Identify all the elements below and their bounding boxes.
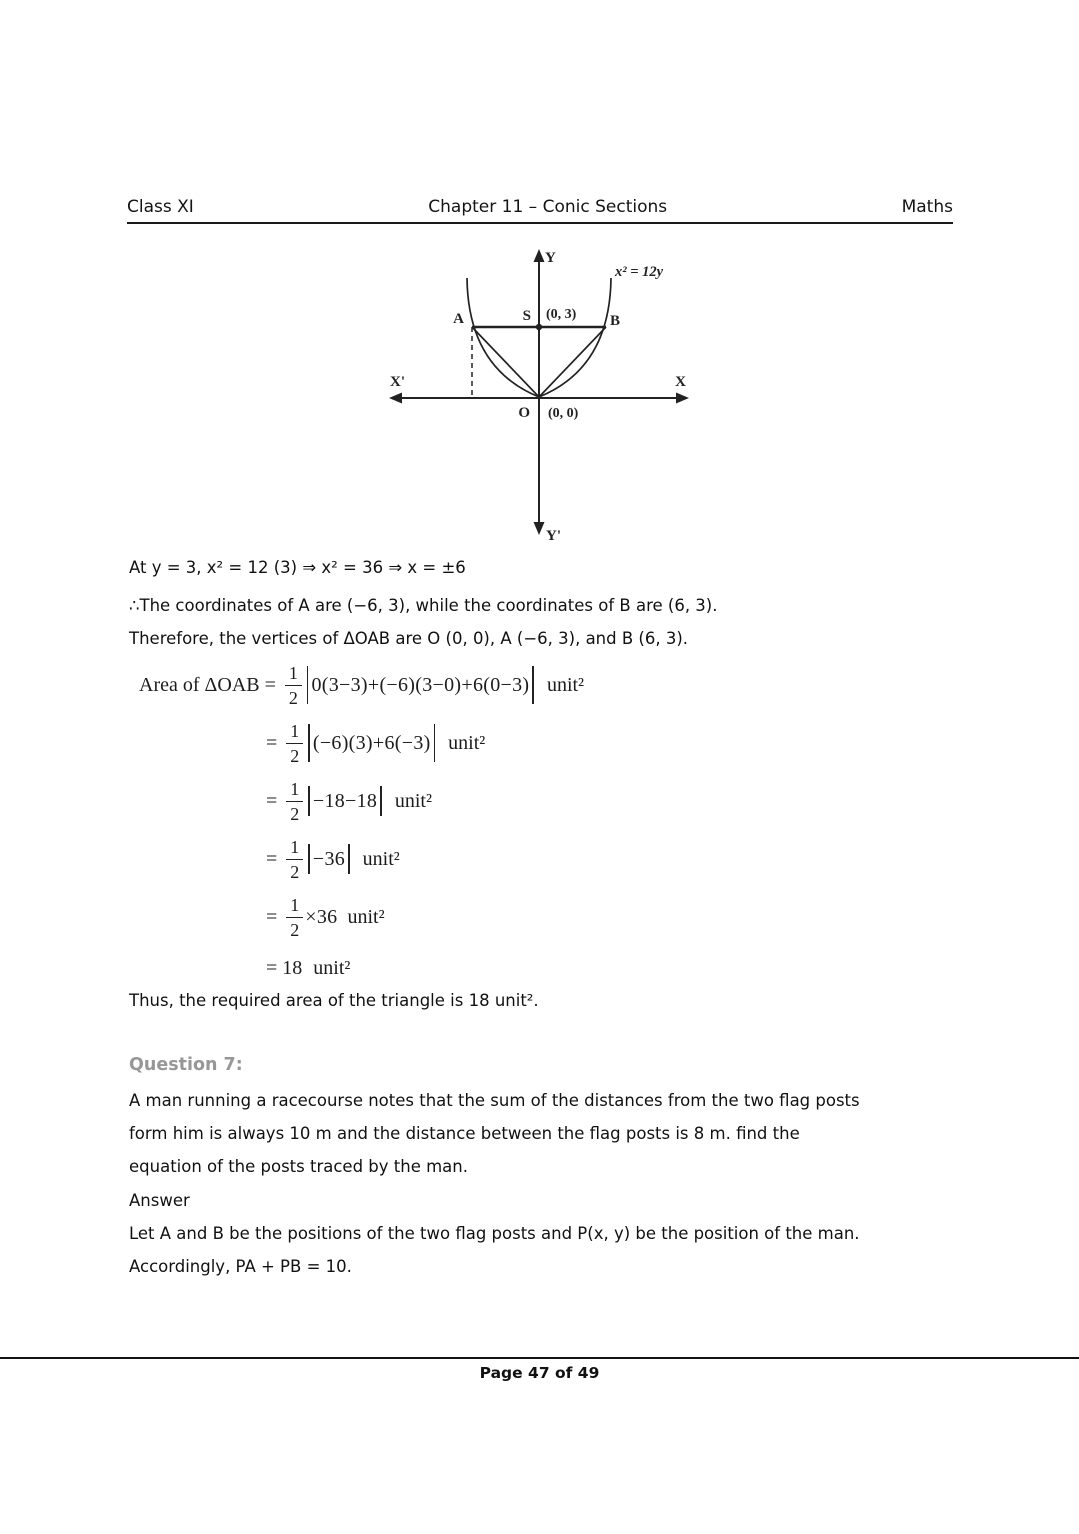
y-axis-arrow-up-icon (534, 249, 545, 262)
label-parabola-equation: x² = 12y (615, 264, 664, 280)
eq3-equals: = (266, 789, 278, 812)
eq4-numerator: 1 (286, 838, 303, 860)
answer-text-line: Let A and B be the positions of the two flag posts and P(x, y) be the position of the man. (129, 1224, 860, 1243)
eq1-fraction (285, 664, 302, 707)
eq2-unit: unit² (448, 731, 486, 754)
eq4-fraction (286, 838, 303, 881)
eq1-denominator: 2 (288, 687, 298, 708)
label-o-coordinates: (0, 0) (548, 406, 579, 421)
abs-bar-icon (308, 786, 310, 816)
page-number: Page 47 of 49 (479, 1364, 600, 1382)
eq1-lhs: Area of ΔOAB = (139, 673, 276, 696)
header-subject-label: Maths (901, 197, 953, 217)
abs-bar-icon (307, 666, 309, 704)
eq2-equals: = (266, 731, 278, 754)
label-y-axis: Y (545, 250, 556, 266)
abs-bar-icon (380, 786, 382, 816)
label-x-axis: X (675, 374, 686, 390)
label-s-coordinates: (0, 3) (546, 307, 577, 322)
equation-step-6 (139, 946, 839, 990)
focus-point-dot (536, 324, 542, 330)
abs-bar-icon (532, 666, 534, 704)
eq5-fraction (286, 896, 303, 939)
x-axis-arrow-right-icon (676, 393, 689, 404)
eq2-fraction (286, 722, 303, 765)
abs-bar-icon (434, 724, 436, 762)
question-heading: Question 7: (129, 1055, 243, 1075)
equation-step-4 (139, 830, 839, 888)
label-point-o: O (518, 405, 530, 421)
eq4-unit: unit² (362, 847, 400, 870)
y-axis-arrow-down-icon (534, 522, 545, 535)
parabola-figure (378, 240, 700, 548)
eq3-expression: −18−18 (312, 789, 378, 812)
label-y-prime-axis: Y' (546, 528, 561, 544)
page-header (127, 197, 953, 224)
question-text-line: A man running a racecourse notes that the sum of the distances from the two flag posts (129, 1091, 860, 1110)
eq5-unit: unit² (347, 905, 385, 928)
eq1-unit: unit² (546, 673, 585, 696)
eq4-denominator: 2 (290, 861, 300, 882)
label-point-s: S (522, 308, 531, 324)
solution-line-1: At y = 3, x² = 12 (3) ⇒ x² = 36 ⇒ x = ±6 (129, 558, 466, 577)
eq3-unit: unit² (394, 789, 432, 812)
question-text-line: equation of the posts traced by the man. (129, 1157, 468, 1176)
footer-divider (0, 1357, 1079, 1359)
eq4-equals: = (266, 847, 278, 870)
eq6-result: = 18 (266, 956, 303, 979)
segment-ob (539, 327, 606, 397)
eq1-expression: 0(3−3)+(−6)(3−0)+6(0−3) (311, 673, 530, 696)
eq1-numerator: 1 (285, 664, 302, 686)
eq5-numerator: 1 (286, 896, 303, 918)
eq5-denominator: 2 (290, 919, 300, 940)
header-class-label: Class XI (127, 197, 194, 217)
label-x-prime-axis: X' (390, 374, 405, 390)
equation-step-5 (139, 888, 839, 946)
equation-step-2 (139, 714, 839, 772)
eq2-expression: (−6)(3)+6(−3) (312, 731, 431, 754)
eq3-denominator: 2 (290, 803, 300, 824)
eq4-expression: −36 (312, 847, 346, 870)
eq5-equals: = (266, 905, 278, 928)
label-point-b: B (610, 313, 621, 329)
conclusion-line: Thus, the required area of the triangle is 18 unit². (129, 991, 539, 1010)
eq2-denominator: 2 (290, 745, 300, 766)
question-text-line: form him is always 10 m and the distance between the flag posts is 8 m. find the (129, 1124, 800, 1143)
eq3-fraction (286, 780, 303, 823)
abs-bar-icon (348, 844, 350, 874)
solution-line-2: ∴The coordinates of A are (−6, 3), while the coordinates of B are (6, 3). (129, 596, 718, 615)
x-axis-arrow-left-icon (389, 393, 402, 404)
equation-step-3 (139, 772, 839, 830)
header-chapter-title: Chapter 11 – Conic Sections (428, 197, 668, 217)
eq5-expression: ×36 (305, 905, 338, 928)
solution-line-3: Therefore, the vertices of ΔOAB are O (0, 0), A (−6, 3), and B (6, 3). (129, 629, 689, 648)
answer-label: Answer (129, 1191, 190, 1210)
segment-oa (472, 327, 539, 397)
eq3-numerator: 1 (286, 780, 303, 802)
equation-step-1 (139, 656, 839, 714)
eq2-numerator: 1 (286, 722, 303, 744)
answer-text-line: Accordingly, PA + PB = 10. (129, 1257, 352, 1276)
eq6-unit: unit² (313, 956, 351, 979)
abs-bar-icon (308, 724, 310, 762)
label-point-a: A (453, 311, 464, 327)
area-equation-block (139, 656, 839, 990)
abs-bar-icon (308, 844, 310, 874)
